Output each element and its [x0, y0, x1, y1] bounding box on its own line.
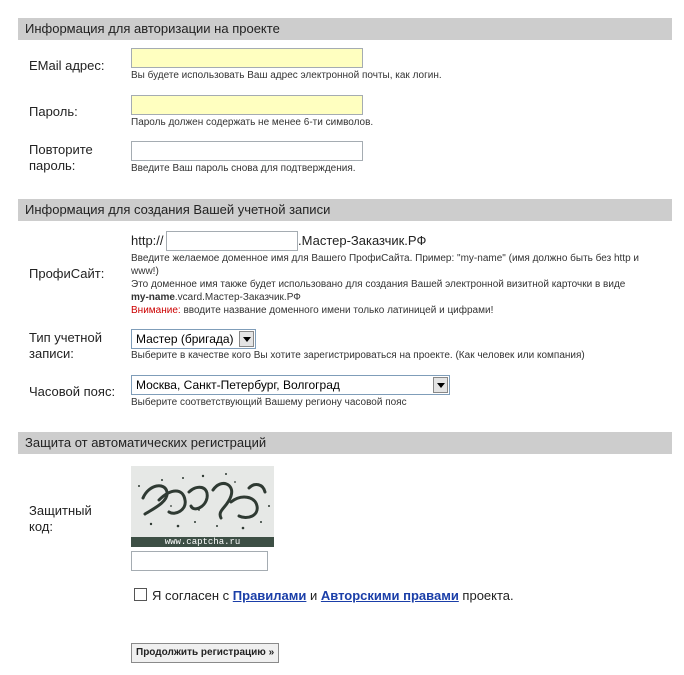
- profisite-hint-line3: Это доменное имя также будет использовано для создания Вашей электронной визитной карточки в виде: [131, 279, 626, 290]
- captcha-image: [131, 466, 274, 547]
- agreement-prefix: Я согласен с: [152, 588, 233, 603]
- profisite-domain-input[interactable]: [166, 231, 298, 251]
- agreement-middle: и: [306, 588, 321, 603]
- rules-link[interactable]: Правилами: [232, 588, 307, 603]
- captcha-label-line1: Защитный: [29, 503, 92, 518]
- profisite-hint-line2: www!): [131, 266, 159, 277]
- agreement-checkbox[interactable]: [134, 588, 147, 601]
- password-repeat-input[interactable]: [131, 141, 363, 161]
- email-hint: Вы будете использовать Ваш адрес электронной почты, как логин.: [131, 70, 442, 81]
- password-repeat-label: [29, 142, 93, 174]
- copyright-link[interactable]: Авторскими правами: [320, 588, 459, 603]
- captcha-label: [29, 503, 92, 535]
- agreement-text: [152, 588, 514, 604]
- profisite-hint-line1: Введите желаемое доменное имя для Вашего ПрофиСайта. Пример: "my-name" (имя должно быть без http и: [131, 253, 640, 264]
- email-input[interactable]: [131, 48, 363, 68]
- account-type-hint: Выберите в качестве кого Вы хотите зарегистрироваться на проекте. (Как человек или компания): [131, 350, 585, 361]
- captcha-input[interactable]: [131, 551, 268, 571]
- timezone-select[interactable]: [131, 375, 450, 395]
- section-header-auth: Информация для авторизации на проекте: [18, 18, 672, 40]
- account-type-label: [29, 330, 102, 362]
- chevron-down-icon[interactable]: [239, 331, 254, 347]
- profisite-label: ПрофиСайт:: [29, 266, 105, 281]
- agreement-suffix: проекта.: [458, 588, 514, 603]
- account-type-select[interactable]: [131, 329, 256, 349]
- profisite-warning-text: вводите название доменного имени только латиницей и цифрами!: [180, 305, 494, 316]
- account-type-label-line1: Тип учетной: [29, 330, 102, 345]
- chevron-down-icon[interactable]: [433, 377, 448, 393]
- timezone-hint: Выберите соответствующий Вашему региону часовой пояс: [131, 397, 407, 408]
- captcha-label-line2: код:: [29, 519, 53, 534]
- password-repeat-hint: Введите Ваш пароль снова для подтверждения.: [131, 163, 356, 174]
- profisite-suffix: .Мастер-Заказчик.РФ: [298, 233, 427, 248]
- section-header-account: Информация для создания Вашей учетной записи: [18, 199, 672, 221]
- profisite-hint: [131, 252, 671, 317]
- continue-registration-button[interactable]: Продолжить регистрацию »: [131, 643, 279, 663]
- captcha-footer: www.captcha.ru: [131, 537, 274, 547]
- profisite-hint-example: [131, 291, 671, 304]
- account-type-selected: Мастер (бригада): [136, 332, 234, 346]
- timezone-selected: Москва, Санкт-Петербург, Волгоград: [136, 378, 340, 392]
- account-type-label-line2: записи:: [29, 346, 74, 361]
- profisite-prefix: http://: [131, 233, 164, 248]
- password-repeat-label-line1: Повторите: [29, 142, 93, 157]
- password-hint: Пароль должен содержать не менее 6-ти символов.: [131, 117, 374, 128]
- profisite-hint-example-bold: my-name: [131, 292, 175, 303]
- password-label: Пароль:: [29, 104, 78, 119]
- captcha-distorted-text: [131, 466, 274, 537]
- section-header-protection: Защита от автоматических регистраций: [18, 432, 672, 454]
- password-input[interactable]: [131, 95, 363, 115]
- email-label: EMail адрес:: [29, 58, 105, 73]
- profisite-warning: [131, 304, 671, 317]
- profisite-warning-label: Внимание:: [131, 305, 181, 316]
- profisite-hint-example-rest: .vcard.Мастер-Заказчик.РФ: [174, 292, 301, 303]
- timezone-label: Часовой пояс:: [29, 384, 116, 399]
- password-repeat-label-line2: пароль:: [29, 158, 76, 173]
